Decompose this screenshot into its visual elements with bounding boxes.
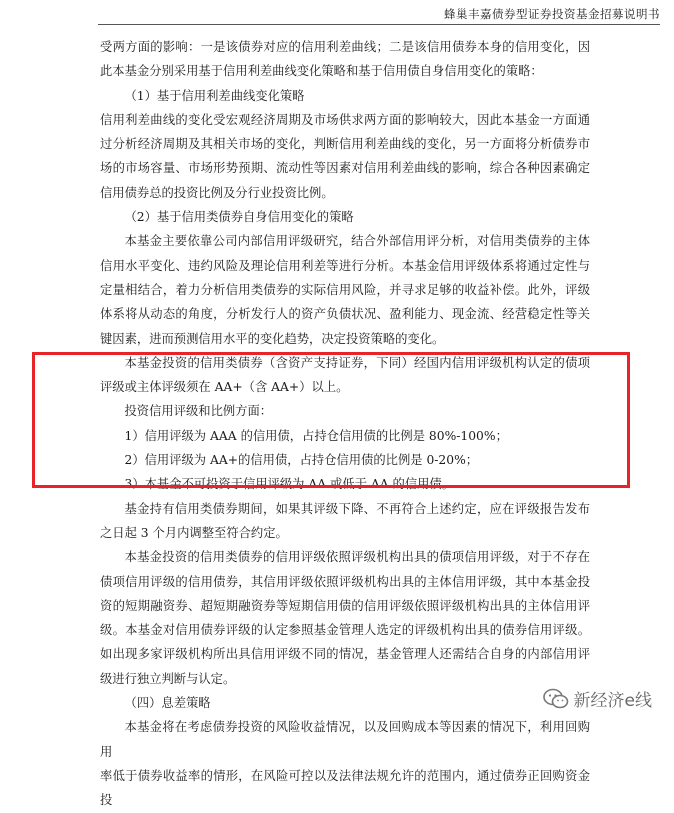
paragraph: 2）信用评级为 AA+的信用债，占持仓信用债的比例是 0-20%； — [124, 453, 479, 468]
paragraph: 1）信用评级为 AAA 的信用债，占持仓信用债的比例是 80%-100%； — [124, 428, 508, 443]
watermark — [539, 685, 656, 712]
highlighted-section — [100, 351, 590, 497]
paragraph: 信用利差曲线的变化受宏观经济周期及市场供求两方面的影响较大，因此本基金一方面通过分析经济周期及其相关市场的变化，判断信用利差曲线的变化，另一方面将分析债券市场的市场容量、市场形势预期、流动性等因素对信用利差曲线的影响，综合各种因素确定信用债券总的投资比例及分行业投资比例。 — [100, 112, 590, 200]
paragraph-group-before — [100, 35, 590, 351]
paragraph: 基金持有信用类债券期间，如果其评级下降、不再符合上述约定，应在评级报告发布之日起 3 个月内调整至符合约定。 — [100, 501, 590, 540]
paragraph: （2）基于信用类债券自身信用变化的策略 — [124, 210, 354, 225]
paragraph: 本基金投资的信用类债券（含资产支持证券，下同）经国内信用评级机构认定的债项评级或主体评级须在 AA+（含 AA+）以上。 — [100, 355, 590, 395]
paragraph: 3）本基金不可投资于信用评级为 AA 或低于 AA 的信用债。 — [124, 477, 455, 492]
paragraph: （四）息差策略 — [124, 696, 211, 711]
paragraph: （1）基于信用利差曲线变化策略 — [124, 88, 305, 103]
paragraph: 本基金投资的信用类债券的信用评级依照评级机构出具的债项信用评级，对于不存在债项信用评级的信用债券，其信用评级依照评级机构出具的主体信用评级，其中本基金投资的短期融资券、超短期融资券等短期信用债的信用评级依照评级机构出具的主体信用评级。本基金对信用债券评级的认定参照基金管理人选定的评级机构出具的债券信用评级。如出现多家评级机构所出具信用评级不同的情况，基金管理人还需结合自身的内部信用评级进行独立判断与认定。 — [100, 550, 590, 686]
paragraph: 受两方面的影响：一是该债券对应的信用利差曲线；二是该信用债券本身的信用变化，因此本基金分别采用基于信用利差曲线变化策略和基于信用债自身信用变化的策略： — [100, 40, 590, 79]
document-title: 蜂巢丰嘉债券型证券投资基金招募说明书 — [444, 7, 660, 21]
document-body — [100, 35, 590, 813]
paragraph: 率低于债券收益率的情形，在风险可控以及法律法规允许的范围内，通过债券正回购资金投 — [100, 768, 590, 808]
red-highlight-box — [32, 352, 630, 488]
paragraph-group-after — [100, 497, 590, 813]
paragraph: 投资信用评级和比例方面： — [124, 404, 273, 419]
watermark-text: 新经济e线 — [573, 691, 652, 711]
paragraph: 本基金主要依靠公司内部信用评级研究，结合外部信用评分析，对信用类债券的主体信用水平变化、违约风险及理论信用利差等进行分析。本基金信用评级体系将通过定性与定量相结合，着力分析信用类债券的实际信用风险，并寻求足够的收益补偿。此外，评级体系将从动态的角度，分析发行人的资产负债状况、盈利能力、现金流、经营稳定性等关键因素，进而预测信用水平的变化趋势，决定投资策略的变化。 — [100, 234, 590, 346]
paragraph: 本基金将在考虑债券投资的风险收益情况，以及回购成本等因素的情况下，利用回购用 — [100, 720, 590, 759]
page-header — [98, 2, 660, 25]
wechat-chat-bubble-icon — [543, 688, 569, 710]
